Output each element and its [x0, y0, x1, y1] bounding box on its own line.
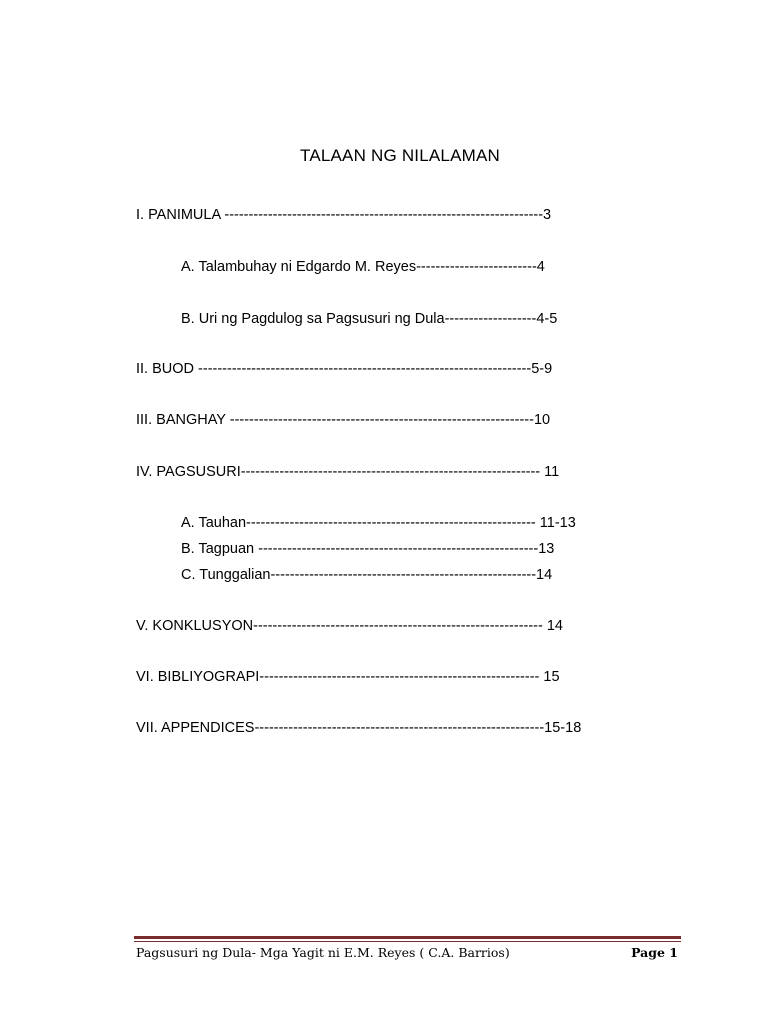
- footer-rule: [134, 936, 681, 939]
- toc-entry-bibliyograpi: VI. BIBLIYOGRAPI---------------------------------------------------------- 15: [136, 669, 560, 685]
- toc-entry-pagsusuri: IV. PAGSUSURI-------------------------------------------------------------- 11: [136, 464, 560, 480]
- toc-entry-tunggalian: C. Tunggalian-------------------------------------------------------14: [181, 567, 553, 583]
- toc-title: TALAAN NG NILALAMAN: [300, 146, 500, 165]
- toc-entry-buod: II. BUOD ---------------------------------------------------------------------5-9: [136, 361, 553, 377]
- toc-entry-talambuhay: A. Talambuhay ni Edgardo M. Reyes-------------------------4: [181, 259, 545, 275]
- toc-entry-konklusyon: V. KONKLUSYON------------------------------------------------------------ 14: [136, 618, 563, 634]
- toc-entry-tagpuan: B. Tagpuan ----------------------------------------------------------13: [181, 541, 555, 557]
- toc-entry-panimula: I. PANIMULA ------------------------------------------------------------------3: [136, 207, 552, 223]
- toc-entry-banghay: III. BANGHAY ---------------------------------------------------------------10: [136, 412, 551, 428]
- toc-entry-uri-ng-pagdulog: B. Uri ng Pagdulog sa Pagsusuri ng Dula-------------------4-5: [181, 311, 558, 327]
- footer-rule-thin: [134, 941, 681, 942]
- footer-page-number: Page 1: [631, 945, 678, 960]
- toc-entry-tauhan: A. Tauhan------------------------------------------------------------ 11-13: [181, 515, 576, 531]
- toc-entry-appendices: VII. APPENDICES------------------------------------------------------------15-18: [136, 720, 582, 736]
- footer-running-title: Pagsusuri ng Dula- Mga Yagit ni E.M. Reyes ( C.A. Barrios): [136, 945, 510, 960]
